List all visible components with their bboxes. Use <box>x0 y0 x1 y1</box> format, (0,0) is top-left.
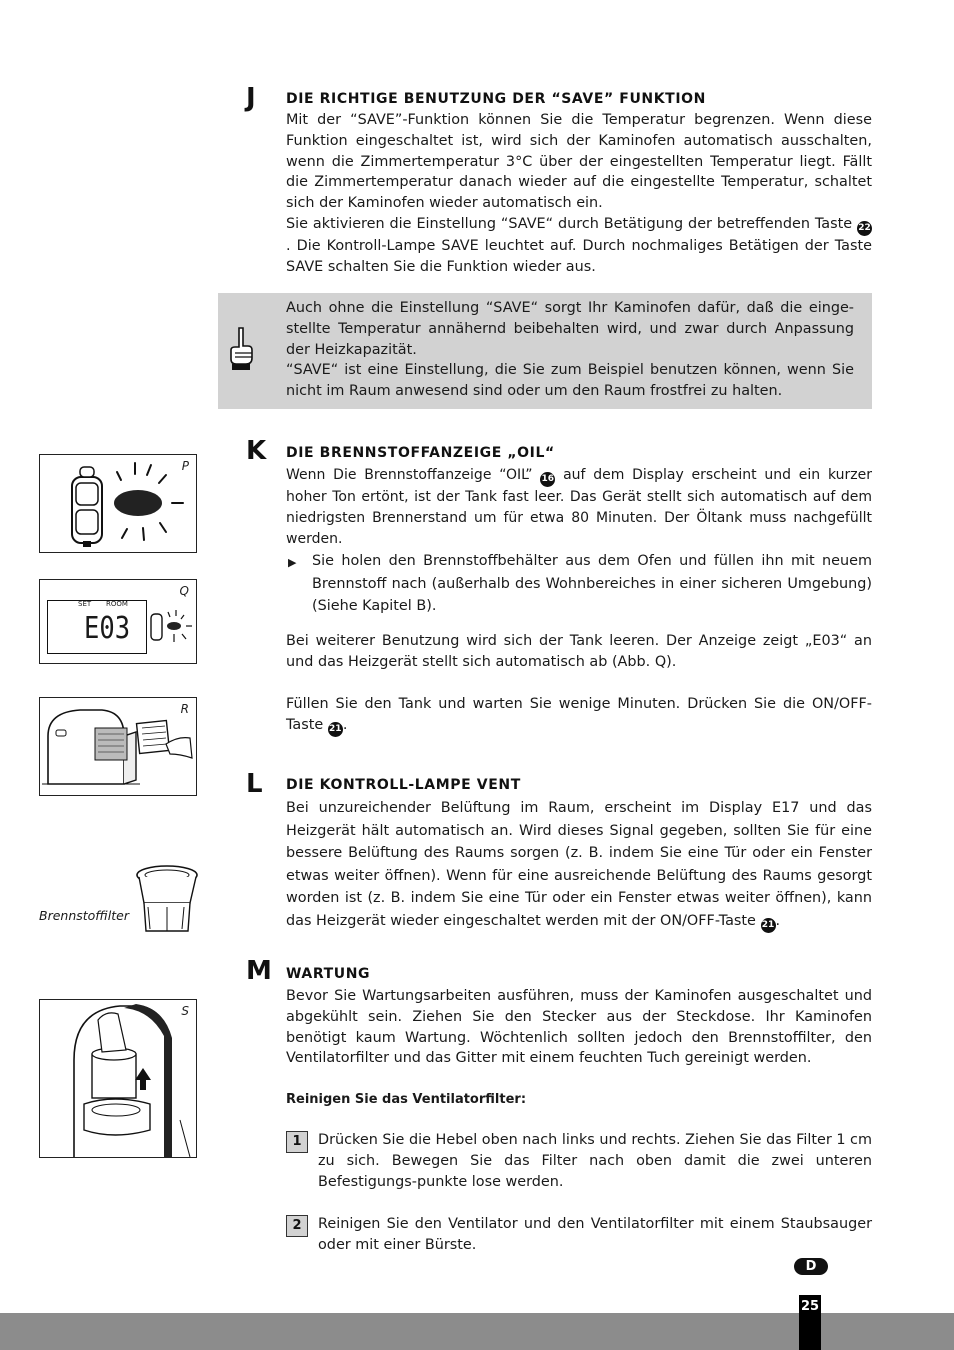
oil-indicator-illustration <box>40 455 196 552</box>
language-badge: D <box>794 1258 828 1275</box>
save-activation <box>286 214 872 278</box>
save-activation-text-cont: . Die Kontroll-Lampe SAVE leuchtet auf. Durch nochmaliges Betätigen der Taste SAVE schalten Sie die Funktion wieder aus. <box>286 237 872 275</box>
step-text: Reinigen Sie den Ventilator und den Ventilatorfilter mit einem Staubsauger oder mit einer Bürste. <box>318 1216 872 1253</box>
vent-description-end: . <box>775 912 781 929</box>
tank-empty-note <box>286 631 872 673</box>
bullet-arrow-icon: ▶ <box>288 556 297 569</box>
refill-instruction-text: Sie holen den Brennstoffbehälter aus dem Ofen und füllen ihn mit neuem Brennstoff nach (außerhalb des Wohnbereiches in einer sicheren Umgebung) (Siehe Kapitel B). <box>312 553 872 614</box>
button-ref-16-icon: 16 <box>540 472 555 487</box>
section-letter-l: L <box>246 769 263 799</box>
button-ref-22-icon: 22 <box>857 221 872 236</box>
display-set-label: SET <box>78 600 92 608</box>
page-number-tab <box>799 1295 821 1350</box>
step-item <box>318 1130 872 1192</box>
maintenance-description: Bevor Sie Wartungsarbeiten ausführen, muss der Kaminofen ausgeschaltet und abgekühlt sein. Ziehen Sie den Stecker aus der Steckdose. Ihr Kaminofen benötigt kaum Wartung. Wöchtenlich sollten jedoch den Brennstoffilter, den Ventilatorfilter und das Gitter mit einem feuchten Tuch gereinigt werden. <box>286 988 872 1067</box>
section-heading-l: DIE KONTROLL-LAMPE VENT <box>286 777 521 793</box>
section-heading-j: DIE RICHTIGE BENUTZUNG DER “SAVE” FUNKTION <box>286 91 706 107</box>
refill-restart-text-a: Füllen Sie den Tank und warten Sie wenige Minuten. Drücken Sie die ON/OFF-Taste <box>286 696 872 733</box>
step-item <box>318 1214 872 1256</box>
figure-r <box>39 697 197 796</box>
figure-p <box>39 454 197 553</box>
figure-label-r: R <box>180 702 189 716</box>
step-text: Drücken Sie die Hebel oben nach links und rechts. Ziehen Sie das Filter 1 cm zu sich. Bewegen Sie das Filter nach oben damit die zwei unteren Befestigungs-punkte lose werden. <box>318 1132 872 1190</box>
button-ref-21-icon: 21 <box>328 722 343 737</box>
subheading-fan-filter: Reinigen Sie das Ventilatorfilter: <box>286 1092 527 1107</box>
refill-restart-text-b: . <box>342 716 348 733</box>
fuel-filter-icon <box>134 863 202 935</box>
oil-warning-text-cont: auf dem Display erscheint und ein kurzer hoher Ton ertönt, ist der Tank fast leer. Das Gerät stellt sich automatisch auf dem niedrigsten Brennerstand um für etwa 80 Minuten. Der Öltank muss nachgefüllt werden. <box>286 467 872 547</box>
vent-description <box>286 797 872 933</box>
section-heading-k: DIE BRENNSTOFFANZEIGE „OIL“ <box>286 445 555 461</box>
figure-label-q: Q <box>179 584 189 598</box>
note-text <box>286 298 854 402</box>
section-body-k <box>286 465 872 549</box>
section-heading-m: WARTUNG <box>286 966 371 982</box>
filter-removal-illustration <box>40 1000 196 1157</box>
save-activation-text: Sie aktivieren die Einstellung “SAVE“ durch Betätigung der betreffenden Taste <box>286 215 853 232</box>
figure-s <box>39 999 197 1158</box>
page-number: 25 <box>800 1299 820 1314</box>
note-paragraph-1: Auch ohne die Einstellung “SAVE“ sorgt Ihr Kaminofen dafür, daß die einge-stellte Temperatur annähernd beibehalten wird, und zwar durch Anpassung der Heizkapazität. <box>286 300 854 358</box>
lcd-display <box>47 600 147 654</box>
figure-label-s: S <box>181 1004 189 1018</box>
vent-description-text: Bei unzureichender Belüftung im Raum, erscheint im Display E17 und das Heizgerät hält automatisch an. Wird dieses Signal gegeben, sollten Sie für eine bessere Belüftung des Raums sorgen (z. B. indem Sie eine Tür oder ein Fenster etwas weiter öffnen). Wenn für eine ausreichende Belüftung des Raums gesorgt worden ist (z. B. indem Sie eine Tür oder ein Fenster etwas weiter öffnen), kann das Heizgerät wieder eingeschaltet werden mit der ON/OFF-Taste <box>286 800 872 929</box>
refill-instruction <box>312 550 872 618</box>
step-number: 2 <box>286 1215 308 1237</box>
section-body-m <box>286 986 872 1069</box>
step-number: 1 <box>286 1131 308 1153</box>
section-letter-m: M <box>246 956 272 986</box>
button-ref-21-icon: 21 <box>761 918 776 933</box>
oil-indicator-small-icon <box>148 604 194 648</box>
note-paragraph-2: “SAVE“ ist eine Einstellung, die Sie zum Beispiel benutzen können, wenn Sie nicht im Raum anwesend sind oder um den Raum frostfrei zu halten. <box>286 362 854 400</box>
heater-filter-illustration <box>40 698 196 795</box>
save-description: Mit der “SAVE”-Funktion können Sie die Temperatur begrenzen. Wenn diese Funktion eingeschaltet ist, wird sich der Kaminofen automatisch ausschalten, wenn die Zimmertemperatur 3°C über der eingestellten Temperatur liegt. Fällt die Zimmertemperatur danach wieder auf die eingestellte Temperatur, schaltet sich der Kaminofen wieder automatisch ein. <box>286 112 872 212</box>
section-letter-k: K <box>246 436 267 466</box>
pointing-hand-icon <box>226 326 256 372</box>
oil-warning-text: Wenn Die Brennstoffanzeige “OIL” <box>286 467 533 483</box>
tank-empty-text: Bei weiterer Benutzung wird sich der Tank leeren. Der Anzeige zeigt „E03“ an und das Heizgerät stellt sich automatisch ab (Abb. Q). <box>286 633 872 670</box>
display-error-code: E03 <box>84 611 131 646</box>
figure-label-p: P <box>181 459 189 473</box>
refill-restart <box>286 694 872 737</box>
oil-warning <box>286 465 872 549</box>
section-body-l <box>286 797 872 933</box>
note-box <box>218 293 872 409</box>
fuel-filter-caption: Brennstoffilter <box>39 908 130 923</box>
refill-restart-text <box>286 694 872 737</box>
section-body-j <box>286 110 872 278</box>
figure-q <box>39 579 197 664</box>
display-room-label: ROOM <box>106 600 128 608</box>
section-letter-j: J <box>246 83 256 113</box>
